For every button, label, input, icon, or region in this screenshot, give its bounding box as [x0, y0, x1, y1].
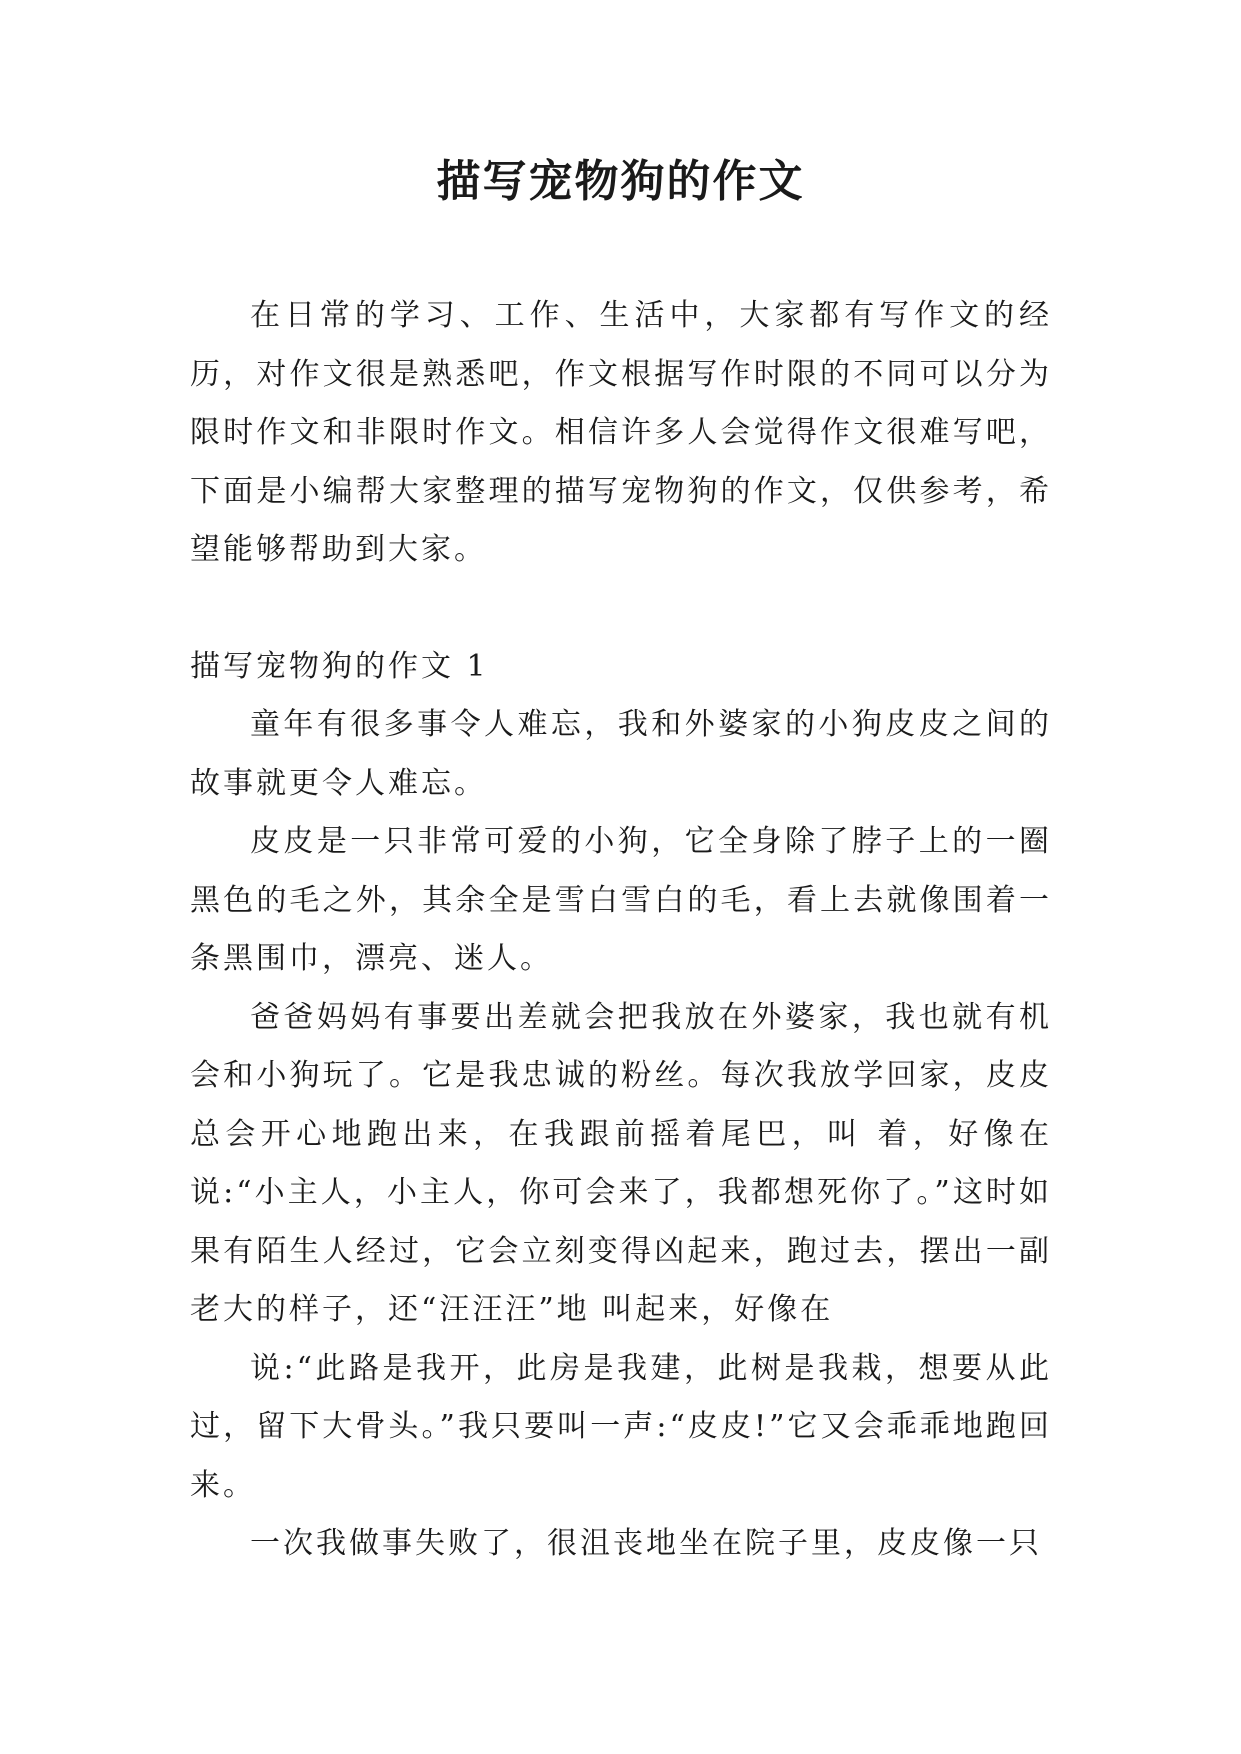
paragraph-spacer [190, 580, 1052, 638]
document-body [190, 287, 1052, 1574]
body-paragraph: 说:“此路是我开，此房是我建，此树是我栽，想要从此过，留下大骨头。”我只要叫一声:“皮皮!”它又会乖乖地跑回来。 [190, 1350, 1052, 1503]
body-paragraph: 爸爸妈妈有事要出差就会把我放在外婆家，我也就有机会和小狗玩了。它是我忠诚的粉丝。每次我放学回家，皮皮总会开心地跑出来，在我跟前摇着尾巴，叫 着，好像在说:“小主人，小主人，你可会来了，我都想死你了。”这时如果有陌生人经过，它会立刻变得凶起来，跑过去，摆出一副老大的样子，还“汪汪汪”地 叫起来，好像在 [190, 999, 1052, 1327]
section-heading: 描写宠物狗的作文 1 [190, 648, 489, 684]
body-paragraph: 童年有很多事令人难忘，我和外婆家的小狗皮皮之间的故事就更令人难忘。 [190, 707, 1052, 801]
intro-paragraph: 在日常的学习、工作、生活中，大家都有写作文的经历，对作文很是熟悉吧，作文根据写作时限的不同可以分为限时作文和非限时作文。相信许多人会觉得作文很难写吧，下面是小编帮大家整理的描写宠物狗的作文，仅供参考，希望能够帮助到大家。 [190, 298, 1052, 567]
body-paragraph: 皮皮是一只非常可爱的小狗，它全身除了脖子上的一圈黑色的毛之外，其余全是雪白雪白的毛，看上去就像围着一条黑围巾，漂亮、迷人。 [190, 824, 1052, 976]
body-paragraph: 一次我做事失败了，很沮丧地坐在院子里，皮皮像一只 [250, 1526, 1042, 1561]
document-title: 描写宠物狗的作文 [436, 156, 805, 207]
